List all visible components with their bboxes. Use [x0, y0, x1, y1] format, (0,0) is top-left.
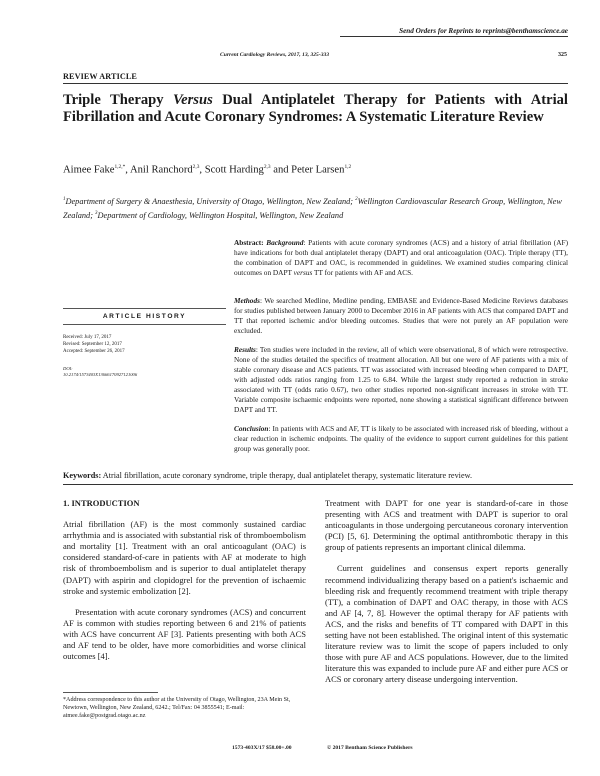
- intro-paragraph-3: Treatment with DAPT for one year is standard-of-care in those presenting with ACS and treatment with DAPT is superior to oral anticoagulants in those undergoing percutaneous coronary intervention (PCI) [5, 6]. Determining the optimal antithrombotic therapy in this group of patients represents an important clinical dilemma.: [325, 498, 568, 553]
- abstract-conclusion: [234, 424, 568, 454]
- affil-2: Wellington Cardiovascular Research Group, Wellington, New Zealand;: [63, 196, 562, 220]
- author-1: Aimee Fake: [63, 164, 115, 176]
- body-column-left: [63, 498, 306, 672]
- keywords: [63, 471, 573, 480]
- reprints-notice: Send Orders for Reprints to reprints@benthamscience.ae: [399, 27, 568, 35]
- affiliations: [63, 194, 568, 222]
- keywords-text: Atrial fibrillation, acute coronary syndrome, triple therapy, dual antiplatelet therapy, systematic literature review.: [101, 471, 473, 480]
- author-2-affil: 2,3: [192, 164, 200, 170]
- affil-1: Department of Surgery & Anaesthesia, University of Otago, Wellington, New Zealand;: [65, 196, 356, 206]
- author-2: , Anil Ranchord: [125, 164, 193, 176]
- article-history-heading: ARTICLE HISTORY: [102, 313, 187, 320]
- journal-reference: Current Cardiology Reviews, 2017, 13, 325-333: [220, 52, 330, 58]
- footnote-rule: [63, 692, 158, 693]
- intro-paragraph-2: Presentation with acute coronary syndromes (ACS) and concurrent AF is common with studies reporting between 6 and 21% of patients with ACS have concurrent AF [3]. Patients presenting with both ACS and AF tend to be older, have more comorbidities and worse clinical outcomes [4].: [63, 606, 306, 662]
- keywords-label: Keywords:: [63, 471, 102, 480]
- author-1-affil: 1,2,*: [114, 164, 126, 170]
- copyright: © 2017 Bentham Science Publishers: [327, 745, 413, 751]
- doi-block: [63, 366, 137, 379]
- conclusion-text: : In patients with ACS and AF, TT is likely to be associated with increased risk of bleeding, without a clear reduction in ischemic endpoints. The quality of the evidence to support current guidelines for this patient group was generally poor.: [234, 424, 568, 453]
- abstract-label: Abstract:: [234, 238, 264, 247]
- accepted-date: Accepted: September 26, 2017: [63, 349, 125, 355]
- issn-price: 1573-403X/17 $58.00+.00: [232, 745, 292, 751]
- conclusion-label: Conclusion: [234, 424, 269, 433]
- affil-1-mark: 1: [63, 197, 66, 202]
- article-history-dates: [63, 334, 125, 356]
- author-4: and Peter Larsen: [270, 164, 345, 176]
- results-text: : Ten studies were included in the review, all of which were observational, 8 of which were retrospective. None of the studies detailed the specifics of treatment allocation. All but one were of AF patients with a mix of stable coronary disease and ACS patients. TT was associated with increased bleeding when compared to DAPT, with adjusted odds ratios ranging from 1.25 to 6.84. While the largest study reported a reduction in stroke associated with TT (odds ratio 0.67), two other studies reported non-significant increases in stroke with TT. Variable composite ischaemic endpoints were reported, none showing a statistical significant difference between DAPT and TT.: [234, 345, 568, 414]
- section-rule: [63, 83, 568, 84]
- background-text: : Patients with acute coronary syndromes (ACS) and a history of atrial fibrillation (AF) have indications for both dual antiplatelet therapy (DAPT) and oral anticoagulation (OAC). Triple therapy (TT), the combination of DAPT and OAC, is recommended in guidelines. We examined studies comparing clinical outcomes on DAPT: [234, 238, 568, 277]
- author-3: , Scott Harding: [199, 164, 264, 176]
- body-column-right: [325, 498, 568, 696]
- doi-label: DOI:: [63, 366, 73, 371]
- doi-link[interactable]: 10.2174/1573403X13666170927121006: [63, 372, 138, 378]
- revised-date: Revised: September 12, 2017: [63, 342, 122, 348]
- title-versus: Versus: [173, 92, 213, 108]
- section-label: REVIEW ARTICLE: [63, 72, 137, 81]
- article-title: [63, 92, 568, 127]
- title-part-1: Triple Therapy: [63, 92, 174, 108]
- abstract-results: [234, 345, 568, 415]
- keywords-rule: [63, 484, 573, 485]
- page-number: 325: [558, 52, 567, 58]
- title-part-2: Dual Antiplatelet Therapy for Patients with Atrial Fibrillation and Acute Coronary Syndromes: A Systematic Literature Review: [63, 92, 568, 126]
- intro-paragraph-4: Current guidelines and consensus expert reports generally recommend individualizing therapy based on a patient's ischaemic and bleeding risk and frequently recommend treatment with triple therapy (TT), a combination of DAPT and OAC therapy, in those with ACS and AF [4, 7, 8]. However the optimal therapy for AF patients with ACS, and the risks and benefits of TT compared with DAPT in this setting have not been established. The original intent of this systematic literature review was to limit the scope of papers included to only those with pure AF and ACS populations. However, due to the limited literature this was expanded to include pure AF and either pure ACS or ACS or coronary artery disease undergoing intervention.: [325, 563, 568, 685]
- abstract-background: [234, 238, 568, 278]
- methods-label: Methods: [234, 296, 260, 305]
- affil-3-mark: 3: [95, 210, 98, 216]
- received-date: Received: July 17, 2017: [63, 335, 112, 340]
- abstract-methods: [234, 296, 568, 336]
- author-list: [63, 164, 351, 176]
- background-text-end: TT for patients with AF and ACS.: [312, 268, 414, 277]
- introduction-heading: 1. INTRODUCTION: [63, 498, 140, 508]
- header-rule: [340, 36, 568, 37]
- author-4-affil: 1,2: [344, 164, 352, 170]
- background-label: Background: [266, 238, 304, 247]
- correspondence-footnote: *Address correspondence to this author at the University of Otago, Wellington, 23A Mein St, Newtown, Wellington, New Zealand, 6242.; Tel/Fax: 04 3855541; E-mail: aimee.fake@postgrad.otago.ac.nz: [63, 697, 291, 720]
- results-label: Results: [234, 345, 256, 354]
- affil-2-mark: 2: [355, 197, 358, 202]
- author-3-affil: 2,3: [263, 164, 271, 170]
- history-rule-top: [63, 308, 226, 309]
- affil-3: Department of Cardiology, Wellington Hospital, Wellington, New Zealand: [97, 210, 344, 220]
- methods-text: : We searched Medline, Medline pending, EMBASE and Evidence-Based Medicine Reviews databases for studies published between January 2000 to December 2016 in AF patients with ACS that compared DAPT and TT that reported ischemic and/or bleeding outcomes. Studies that were not purely an AF population were excluded.: [234, 296, 568, 335]
- history-rule-bottom: [63, 324, 226, 325]
- intro-paragraph-1: Atrial fibrillation (AF) is the most commonly sustained cardiac arrhythmia and is associated with substantial risk of thromboembolism and mortality [1]. Treatment with an oral anticoagulant (OAC) is considered standard-of-care in patients with AF at moderate to high risk of thromboembolism and is superior to dual antiplatelet therapy (DAPT) with aspirin and clopidogrel for the prevention of ischaemic stroke and systemic embolization [2].: [63, 519, 306, 596]
- background-versus: versus: [293, 268, 313, 277]
